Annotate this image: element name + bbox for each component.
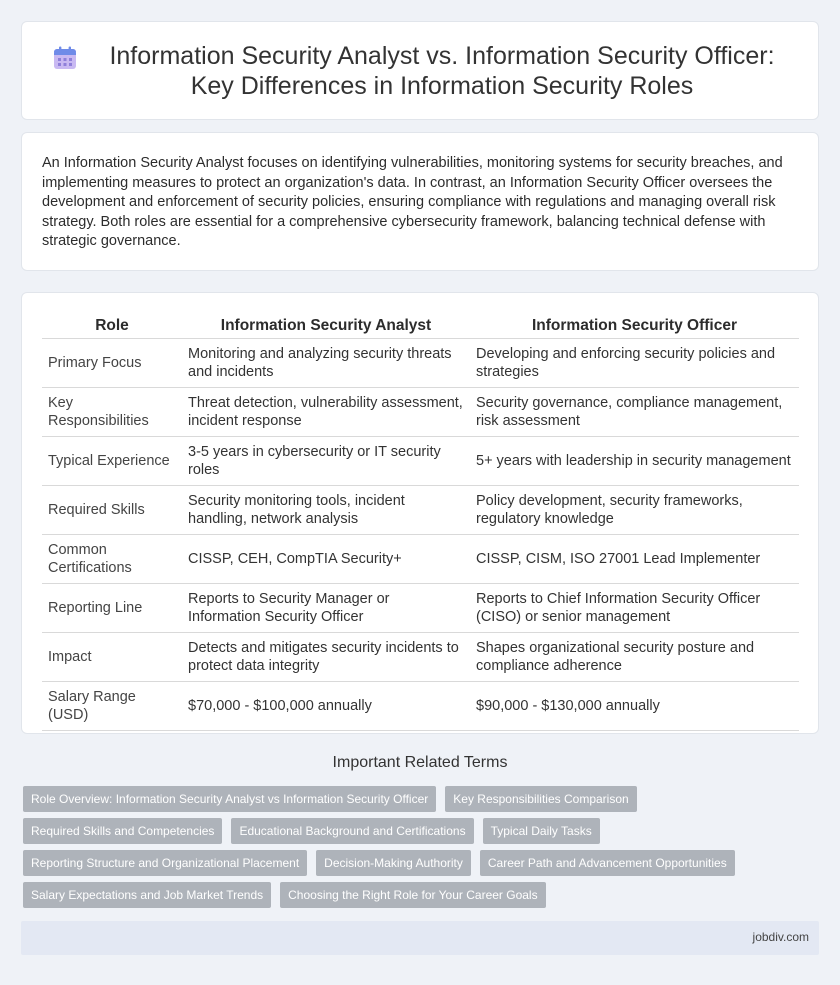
row-label: Reporting Line	[42, 584, 182, 633]
table-row	[42, 535, 799, 584]
related-terms-title: Important Related Terms	[332, 754, 508, 771]
row-label: Primary Focus	[42, 339, 182, 388]
intro-paragraph: An Information Security Analyst focuses on identifying vulnerabilities, monitoring systems for security breaches, and implementing measures to protect an organization's data. In contrast, an Information Security Officer oversees the development and enforcement of security policies, ensuring compliance with regulations and managing overall risk strategy. Both roles are essential for a comprehensive cybersecurity framework, balancing technical defense with strategic governance.	[42, 155, 783, 250]
header-card	[21, 21, 819, 120]
row-label: Salary Range (USD)	[42, 682, 182, 731]
related-term-tag[interactable]: Choosing the Right Role for Your Career Goals	[280, 882, 545, 908]
table-row	[42, 584, 799, 633]
officer-cell: $90,000 - $130,000 annually	[470, 682, 799, 731]
officer-cell: Security governance, compliance management, risk assessment	[470, 388, 799, 437]
analyst-cell: CISSP, CEH, CompTIA Security+	[182, 535, 470, 584]
analyst-cell: Threat detection, vulnerability assessment, incident response	[182, 388, 470, 437]
header-analyst: Information Security Analyst	[182, 313, 470, 339]
officer-cell: Shapes organizational security posture and compliance adherence	[470, 633, 799, 682]
analyst-cell: Reports to Security Manager or Information Security Officer	[182, 584, 470, 633]
related-terms-tags	[23, 786, 823, 914]
officer-cell: Policy development, security frameworks, regulatory knowledge	[470, 486, 799, 535]
related-term-tag[interactable]: Role Overview: Information Security Analyst vs Information Security Officer	[23, 786, 436, 812]
tag-row	[23, 882, 823, 908]
tag-row	[23, 818, 823, 844]
table-row	[42, 437, 799, 486]
table-row	[42, 486, 799, 535]
officer-cell: 5+ years with leadership in security management	[470, 437, 799, 486]
related-term-tag[interactable]: Career Path and Advancement Opportunities	[480, 850, 735, 876]
related-term-tag[interactable]: Decision-Making Authority	[316, 850, 471, 876]
row-label: Required Skills	[42, 486, 182, 535]
calendar-icon	[52, 45, 78, 71]
officer-cell: CISSP, CISM, ISO 27001 Lead Implementer	[470, 535, 799, 584]
analyst-cell: 3-5 years in cybersecurity or IT security roles	[182, 437, 470, 486]
intro-card	[21, 132, 819, 271]
table-row	[42, 339, 799, 388]
related-term-tag[interactable]: Key Responsibilities Comparison	[445, 786, 636, 812]
header-role: Role	[42, 313, 182, 339]
table-row	[42, 682, 799, 731]
tag-row	[23, 850, 823, 876]
related-term-tag[interactable]: Typical Daily Tasks	[483, 818, 600, 844]
row-label: Common Certifications	[42, 535, 182, 584]
row-label: Typical Experience	[42, 437, 182, 486]
related-term-tag[interactable]: Required Skills and Competencies	[23, 818, 222, 844]
tag-row	[23, 786, 823, 812]
related-term-tag[interactable]: Educational Background and Certifications	[231, 818, 473, 844]
table-row	[42, 633, 799, 682]
table-header-row	[42, 313, 799, 339]
row-label: Impact	[42, 633, 182, 682]
row-label: Key Responsibilities	[42, 388, 182, 437]
analyst-cell: Detects and mitigates security incidents to protect data integrity	[182, 633, 470, 682]
related-term-tag[interactable]: Salary Expectations and Job Market Trends	[23, 882, 271, 908]
comparison-card	[21, 292, 819, 734]
header-officer: Information Security Officer	[470, 313, 799, 339]
officer-cell: Reports to Chief Information Security Officer (CISO) or senior management	[470, 584, 799, 633]
table-row	[42, 388, 799, 437]
related-term-tag[interactable]: Reporting Structure and Organizational Placement	[23, 850, 307, 876]
officer-cell: Developing and enforcing security policies and strategies	[470, 339, 799, 388]
page-title: Information Security Analyst vs. Information Security Officer: Key Differences in Information Security Roles	[109, 41, 775, 100]
footer-brand-link[interactable]: jobdiv.com	[752, 930, 809, 944]
analyst-cell: $70,000 - $100,000 annually	[182, 682, 470, 731]
analyst-cell: Security monitoring tools, incident handling, network analysis	[182, 486, 470, 535]
footer	[21, 921, 819, 955]
analyst-cell: Monitoring and analyzing security threats and incidents	[182, 339, 470, 388]
comparison-table	[42, 313, 799, 731]
